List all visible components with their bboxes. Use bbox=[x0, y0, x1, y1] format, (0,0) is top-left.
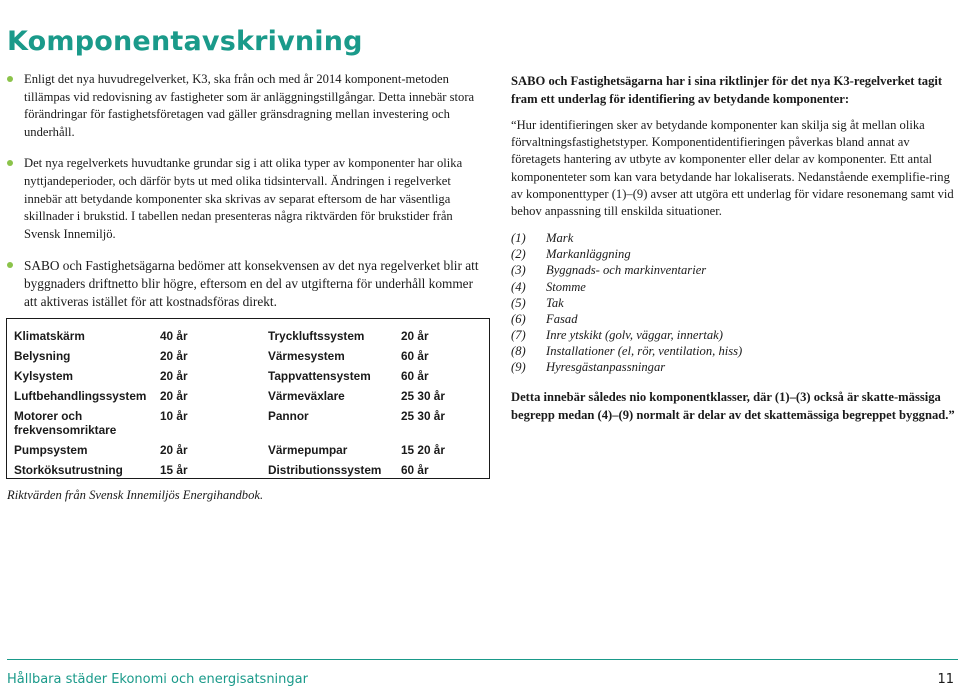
footer-divider bbox=[7, 659, 958, 660]
list-label: Hyresgästanpassningar bbox=[546, 359, 666, 374]
list-number: (1) bbox=[511, 231, 526, 246]
list-number: (4) bbox=[511, 279, 526, 294]
table-cell: Tappvattensystem bbox=[268, 369, 371, 383]
table-cell: Tryckluftssystem bbox=[268, 329, 365, 343]
bullet-text: Enligt det nya huvudregelverket, K3, ska från och med år 2014 komponent-metoden tillämpas vid redovisning av fastigheter som är anläggningstillgångar. Detta innebär stora förändringar för fastighetsföretagen vad gäller gränsdragning mellan investering och underhåll. bbox=[24, 72, 475, 139]
bullet-dot-icon bbox=[7, 262, 13, 268]
table-cell: 10 år bbox=[160, 409, 188, 423]
bullet-text: Det nya regelverkets huvudtanke grundar sig i att olika typer av komponenter har olika nyttjandeperioder, och därför byts ut med olika tidsintervall. Ändringen i regelverket innebär att betydande komponenter ska skrivas av separat eftersom de har väsentliga skillnader i brukstid. I tabellen nedan presenteras några riktvärden för brukstider från Svensk Innemiljö. bbox=[24, 156, 463, 241]
list-label: Inre ytskikt (golv, väggar, innertak) bbox=[546, 327, 723, 342]
table-cell: Värmesystem bbox=[268, 349, 345, 363]
table-cell: Pannor bbox=[268, 409, 309, 423]
table-cell: 25 30 år bbox=[401, 389, 445, 403]
table-cell: 15 år bbox=[160, 463, 188, 477]
table-cell: 60 år bbox=[401, 349, 429, 363]
list-label: Byggnads- och markinventarier bbox=[546, 263, 707, 278]
table-cell: 15 20 år bbox=[401, 443, 445, 457]
table-cell: Distributionssystem bbox=[268, 463, 382, 477]
list-label: Fasad bbox=[546, 311, 578, 326]
bullet-list bbox=[7, 71, 481, 311]
table-cell: 60 år bbox=[401, 463, 429, 477]
table-cell: 20 år bbox=[401, 329, 429, 343]
lifetime-table bbox=[6, 318, 490, 479]
list-item bbox=[511, 295, 957, 311]
right-column bbox=[511, 73, 957, 424]
list-number: (9) bbox=[511, 359, 526, 374]
list-label: Stomme bbox=[546, 279, 586, 294]
table-cell: Pumpsystem bbox=[14, 443, 88, 457]
list-item bbox=[511, 359, 957, 375]
table-cell: 20 år bbox=[160, 389, 188, 403]
table-cell: 20 år bbox=[160, 369, 188, 383]
list-label: Installationer (el, rör, ventilation, hiss) bbox=[546, 343, 743, 358]
list-item bbox=[511, 230, 957, 246]
list-label: Tak bbox=[546, 295, 564, 310]
bullet-dot-icon bbox=[7, 160, 13, 166]
bullet-item bbox=[7, 71, 481, 141]
table-cell: Luftbehandlingssystem bbox=[14, 389, 147, 403]
left-column bbox=[7, 71, 481, 325]
table-caption: Riktvärden från Svensk Innemiljös Energihandbok. bbox=[7, 488, 264, 502]
bullet-item bbox=[7, 257, 481, 310]
bullet-item bbox=[7, 155, 481, 243]
page-number: 11 bbox=[937, 672, 954, 687]
list-number: (7) bbox=[511, 327, 526, 342]
list-label: Mark bbox=[546, 231, 574, 246]
table-cell: 60 år bbox=[401, 369, 429, 383]
footer-title: Hållbara städer Ekonomi och energisatsningar bbox=[7, 672, 308, 687]
table-cell: Klimatskärm bbox=[14, 329, 85, 343]
table-cell: Belysning bbox=[14, 349, 71, 363]
intro-paragraph: SABO och Fastighetsägarna har i sina riktlinjer för det nya K3-regelverket tagit fram ett underlag för identifiering av betydande komponenter: bbox=[511, 74, 943, 106]
quote-paragraph: “Hur identifieringen sker av betydande komponenter kan skilja sig åt mellan olika förvaltningsfastighetstyper. Komponentidentifieringen påverkas bland annat av företagets hantering av utbyte av komponenter eller delar av komponenter. Ett antal komponenteter som kan vara betydande har lokaliserats. Nedanstående exemplifie-ring av komponenttyper (1)–(9) avser att utgöra ett underlag för vidare resonemang samt vid behov anpassning till enskilda situationer. bbox=[511, 118, 954, 219]
component-list bbox=[511, 230, 957, 375]
bullet-dot-icon bbox=[7, 76, 13, 82]
table-cell: Kylsystem bbox=[14, 369, 74, 383]
list-number: (8) bbox=[511, 343, 526, 358]
list-item bbox=[511, 279, 957, 295]
table-cell: 20 år bbox=[160, 443, 188, 457]
list-number: (5) bbox=[511, 295, 526, 310]
conclusion-paragraph: Detta innebär således nio komponentklasser, där (1)–(3) också är skatte-mässiga begrepp medan (4)–(9) normalt är delar av det skattemässiga begreppet byggnad.” bbox=[511, 390, 955, 422]
table-cell: Storköksutrustning bbox=[14, 463, 123, 477]
list-number: (3) bbox=[511, 263, 526, 278]
list-item bbox=[511, 343, 957, 359]
list-item bbox=[511, 327, 957, 343]
table-cell: Värmeväxlare bbox=[268, 389, 345, 403]
list-number: (6) bbox=[511, 311, 526, 326]
table-cell: 20 år bbox=[160, 349, 188, 363]
list-item bbox=[511, 246, 957, 262]
page-title: Komponentavskrivning bbox=[7, 26, 363, 57]
list-item bbox=[511, 262, 957, 278]
table-cell: Värmepumpar bbox=[268, 443, 348, 457]
table-cell: 40 år bbox=[160, 329, 188, 343]
list-number: (2) bbox=[511, 247, 526, 262]
list-label: Markanläggning bbox=[546, 247, 631, 262]
list-item bbox=[511, 311, 957, 327]
table-cell: Motorer och frekvensomriktare bbox=[14, 409, 117, 437]
bullet-text: SABO och Fastighetsägarna bedömer att konsekvensen av det nya regelverket blir att byggnaders driftnetto blir högre, eftersom en del av utgifterna för underhåll kommer att aktiveras istället för att kostnadsföras direkt. bbox=[24, 258, 479, 309]
table-cell: 25 30 år bbox=[401, 409, 445, 423]
